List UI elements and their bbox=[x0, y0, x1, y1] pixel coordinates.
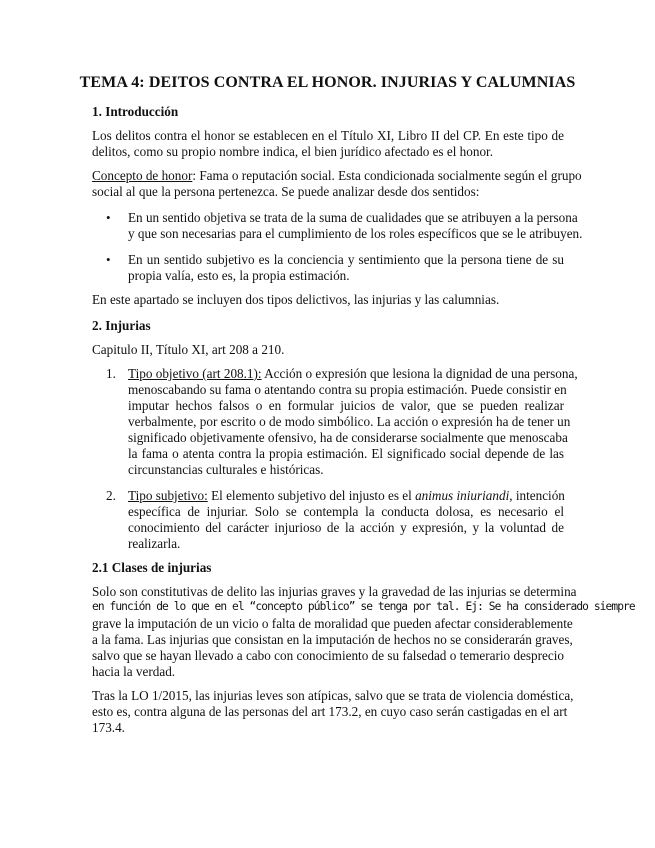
bullet-icon: • bbox=[106, 252, 111, 267]
paragraph-line: hacia la verdad. bbox=[92, 664, 176, 679]
paragraph-line: a la fama. Las injurias que consistan en la imputación de hechos no se considerarán graves, bbox=[92, 632, 573, 647]
paragraph-line: grave la imputación de un vicio o falta de moralidad que pueden afectar considerablemente bbox=[92, 616, 573, 631]
list-item-line: imputar hechos falsos o en formular juicios de valor, que se pueden realizar bbox=[128, 398, 564, 413]
bullet-line: propia valía, esto es, la propia estimación. bbox=[128, 268, 350, 283]
paragraph-line: 173.4. bbox=[92, 720, 125, 735]
concept-text: : Fama o reputación social. Esta condicionada socialmente según el grupo bbox=[192, 168, 582, 183]
list-marker: 1. bbox=[106, 366, 116, 381]
paragraph-line: delitos, como su propio nombre indica, el bien jurídico afectado es el honor. bbox=[92, 144, 494, 159]
concept-line bbox=[92, 168, 582, 184]
list-item-line: significado objetivamente ofensivo, ha de considerarse socialmente que menoscaba bbox=[128, 430, 568, 445]
paragraph-line: Capitulo II, Título XI, art 208 a 210. bbox=[92, 342, 285, 357]
paragraph-line: salvo que se hayan llevado a cabo con conocimiento de su falsedad o temerario desprecio bbox=[92, 648, 564, 663]
list-item-text: Acción o expresión que lesiona la dignidad de una persona, bbox=[261, 366, 578, 381]
bullet-line: En un sentido objetiva se trata de la suma de cualidades que se atribuyen a la persona bbox=[128, 210, 578, 225]
list-item-line: circunstancias culturales e históricas. bbox=[128, 462, 324, 477]
list-item-line: realizarla. bbox=[128, 536, 181, 551]
paragraph-line: social al que la persona pertenezca. Se puede analizar desde dos sentidos: bbox=[92, 184, 480, 199]
list-item-line bbox=[128, 488, 564, 504]
paragraph-line: Solo son constitutivas de delito las injurias graves y la gravedad de las injurias se determina bbox=[92, 584, 577, 599]
paragraph-line: En este apartado se incluyen dos tipos delictivos, las injurias y las calumnias. bbox=[92, 292, 500, 307]
tipo-subjetivo-label: Tipo subjetivo: bbox=[128, 488, 208, 503]
page-title: TEMA 4: DEITOS CONTRA EL HONOR. INJURIAS Y CALUMNIAS bbox=[79, 74, 576, 91]
bullet-line: y que son necesarias para el cumplimiento de los roles específicos que se le atribuyen. bbox=[128, 226, 583, 241]
bullet-line: En un sentido subjetivo es la conciencia y sentimiento que la persona tiene de su bbox=[128, 252, 564, 267]
paragraph-line-condensed: en función de lo que en el “concepto público” se tenga por tal. Ej: Se ha considerado siempre bbox=[92, 600, 635, 613]
list-item-text: , intención bbox=[509, 488, 565, 503]
paragraph-line: Los delitos contra el honor se establecen en el Título XI, Libro II del CP. En este tipo de bbox=[92, 128, 564, 143]
paragraph-line: Tras la LO 1/2015, las injurias leves son atípicas, salvo que se trata de violencia doméstica, bbox=[92, 688, 574, 703]
list-marker: 2. bbox=[106, 488, 116, 503]
bullet-icon: • bbox=[106, 210, 111, 225]
section-heading-introduccion: 1. Introducción bbox=[92, 104, 179, 119]
section-heading-clases-de-injurias: 2.1 Clases de injurias bbox=[92, 560, 212, 575]
list-item-line: verbalmente, por escrito o de modo simbólico. La acción o expresión ha de tener un bbox=[128, 414, 571, 429]
concept-label: Concepto de honor bbox=[92, 168, 193, 183]
paragraph-line: esto es, contra alguna de las personas del art 173.2, en cuyo caso serán castigadas en el art bbox=[92, 704, 568, 719]
list-item-line bbox=[128, 366, 578, 382]
list-item-line: la fama o atenta contra la propia estimación. El significado social depende de las bbox=[128, 446, 564, 461]
tipo-objetivo-label: Tipo objetivo (art 208.1): bbox=[128, 366, 262, 381]
list-item-line: específica de injuriar. Solo se contempla la conducta dolosa, es necesario el bbox=[128, 504, 564, 519]
list-item-line: conocimiento del carácter injurioso de la acción y expresión, y la voluntad de bbox=[128, 520, 564, 535]
section-heading-injurias: 2. Injurias bbox=[92, 318, 151, 333]
animus-iniuriandi-term: animus iniuriandi bbox=[415, 488, 510, 503]
list-item-line: menoscabando su fama o atentando contra su propia estimación. Puede consistir en bbox=[128, 382, 567, 397]
list-item-text: El elemento subjetivo del injusto es el bbox=[207, 488, 416, 503]
